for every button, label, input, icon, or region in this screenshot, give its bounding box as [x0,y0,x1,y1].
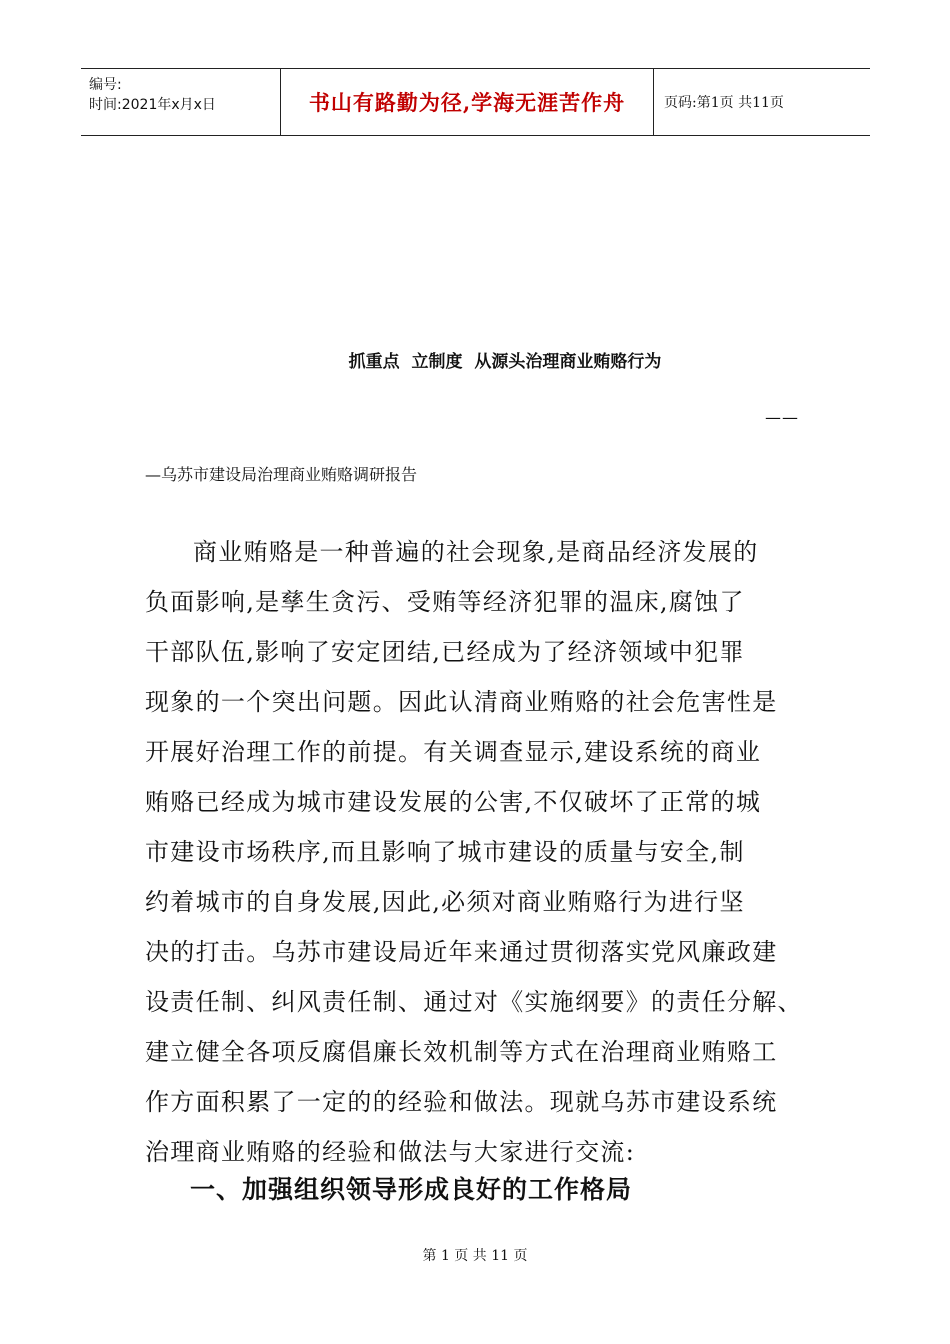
header-motto-cell [281,69,654,135]
time-label: 时间:2021年x月x日 [89,97,216,113]
body-line: 治理商业贿赂的经验和做法与大家进行交流: [145,1138,636,1166]
body-line: 决的打击。乌苏市建设局近年来通过贯彻落实党风廉政建 [145,938,778,966]
body-line: 商业贿赂是一种普遍的社会现象,是商品经济发展的 [193,538,759,566]
body-paragraph [145,527,805,1177]
page-label: 页码:第1页 共11页 [664,95,784,111]
body-line: 建立健全各项反腐倡廉长效机制等方式在治理商业贿赂工 [145,1038,778,1066]
body-line: 开展好治理工作的前提。有关调查显示,建设系统的商业 [145,738,762,766]
number-label: 编号: [89,77,122,93]
body-line: 作方面积累了一定的的经验和做法。现就乌苏市建设系统 [145,1088,778,1116]
title-dash: —— [765,408,799,427]
body-line: 约着城市的自身发展,因此,必须对商业贿赂行为进行坚 [145,888,745,916]
section-heading: 一、加强组织领导形成良好的工作格局 [190,1175,633,1204]
document-subtitle: —乌苏市建设局治理商业贿赂调研报告 [145,465,418,484]
body-line: 贿赂已经成为城市建设发展的公害,不仅破坏了正常的城 [145,788,762,816]
page-header [81,68,870,136]
body-line: 设责任制、纠风责任制、通过对《实施纲要》的责任分解、 [145,988,803,1016]
motto: 书山有路勤为径,学海无涯苦作舟 [308,90,626,115]
body-line: 负面影响,是孳生贪污、受贿等经济犯罪的温床,腐蚀了 [145,588,745,616]
body-line: 干部队伍,影响了安定团结,已经成为了经济领域中犯罪 [145,638,745,666]
body-line: 市建设市场秩序,而且影响了城市建设的质量与安全,制 [145,838,745,866]
page-footer: 第 1 页 共 11 页 [422,1248,528,1264]
header-page-cell [654,69,870,135]
body-line: 现象的一个突出问题。因此认清商业贿赂的社会危害性是 [145,688,778,716]
header-meta [81,69,281,135]
document-title: 抓重点 立制度 从源头治理商业贿赂行为 [348,352,662,372]
